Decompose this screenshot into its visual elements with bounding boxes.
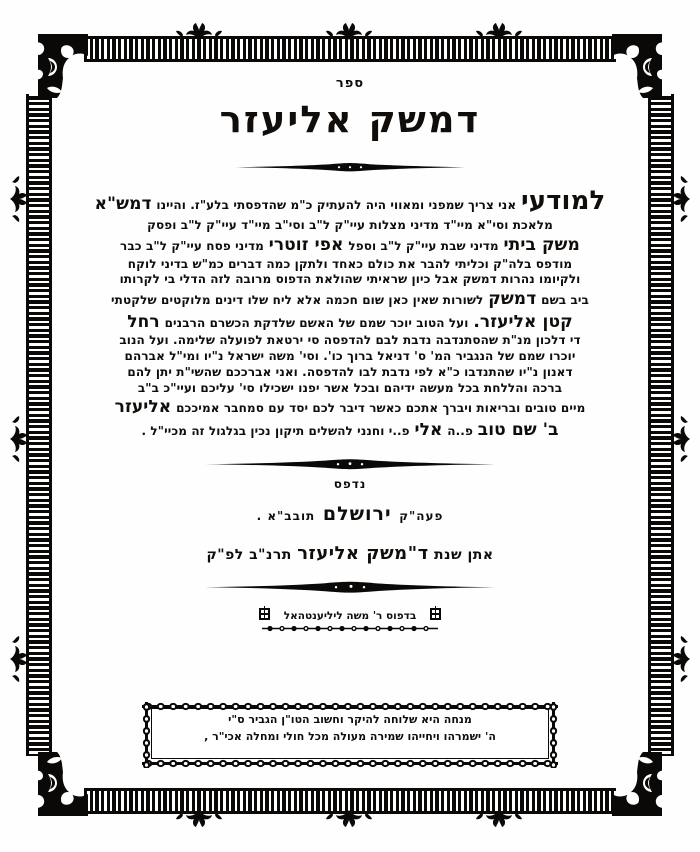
body-line-signature	[66, 419, 634, 441]
divider-tapered-mid	[205, 457, 495, 471]
dedication-line-1: מנחה היא שלוחה להיקר וחשוב הטו"ן הגביר ס"י	[228, 713, 472, 726]
foliate-ornament-icon	[10, 636, 30, 682]
body-text-block	[60, 184, 640, 441]
body-line-text: מדיני שבת עיי"ק ל"ב וספל	[348, 239, 499, 254]
body-line-text: לשורות שאין כאן שום חכמה אלא ליח שלו דינים מלוקטים שלקטתי	[111, 293, 484, 308]
year-value: תרנ"ב לפ"ק	[206, 547, 292, 564]
header-label: ספר	[335, 76, 365, 91]
imprint-city-suffix: תובב"א .	[256, 509, 316, 524]
foliate-ornament-icon	[476, 20, 522, 40]
foliate-ornament-icon	[476, 810, 522, 830]
divider-tapered-top	[235, 160, 465, 174]
chain-divider	[262, 623, 438, 634]
body-line-emphasis: אפי זוטרי	[268, 235, 344, 256]
body-line-text: מיים טובים ובריאות ויברך אתכם כאשר דיבר לכם יסד עם סמחבר אמיככם	[176, 401, 586, 416]
year-prefix: אתן שנת	[434, 547, 494, 564]
imprint-label: נדפס	[333, 477, 367, 492]
imprint-year	[60, 543, 640, 564]
foliate-ornament-icon	[10, 416, 30, 462]
body-line	[66, 311, 634, 333]
foliate-ornament-icon	[326, 810, 372, 830]
foliate-ornament-icon	[670, 416, 690, 462]
dedication-line-2: ה' ישמרהו ויחייהו שמירה מעולה מכל חולי ומחלה אכי"ר ,	[204, 729, 496, 743]
body-line: דאנון נ"יו שהתנדבו כ"א לפי נדבת לבו להדפסה. ואני אברככם שהשי"ת יתן להם	[127, 364, 573, 379]
page-title: דמשק אליעזר	[219, 98, 481, 141]
body-line: מודפס בלה"ק וכליתי להבר את כולם כאחד ולתקן כמה דברים כמ"ש בדיני לוקח	[127, 256, 573, 271]
foliate-ornament-icon	[326, 20, 372, 40]
body-line-text: מדיני פסח עיי"ק ל"ב כבר	[120, 239, 264, 254]
body-line-text: אני צריך שמפני ומאווי היה להעתיק כ"מ שהדפסתי בלע"ז. והיינו	[156, 198, 517, 212]
body-line-text: ביב בשם	[541, 293, 589, 308]
body-line: די דלכון מנ"ת שהסתנדבה נדבת לבם להדפסה סי ירטאת לפועלה שלימה. ועל הנוב	[119, 333, 581, 348]
imprint-city	[60, 503, 640, 525]
printer-name: בדפוס ר' משה ליליענטהאל	[283, 610, 417, 623]
dedication-box	[142, 702, 558, 768]
body-line	[66, 234, 634, 256]
body-line-emphasis: אליעזר	[114, 397, 172, 418]
dedication-text	[156, 712, 544, 745]
body-line	[66, 396, 634, 418]
chain-end-cap-icon	[259, 606, 270, 622]
body-line: מלאכת וסי"א מיי"ד מדיני מצלות עיי"ק ל"ב וסי"ב מיי"ד עיי"ק ל"ב ופסק	[147, 218, 553, 233]
chain-border-right	[549, 702, 558, 768]
body-line-text: פ..י וחנני להשלים תיקון נכין בגלגול זה מכיי"ל .	[141, 423, 410, 438]
chain-border-left	[142, 702, 151, 768]
foliate-ornament-icon	[176, 20, 222, 40]
foliate-ornament-icon	[670, 176, 690, 222]
body-line-emphasis: דמש"א	[94, 194, 152, 214]
year-chronogram: ד"משק אליעזר	[297, 543, 429, 565]
chain-border-bottom	[142, 759, 558, 768]
body-line	[66, 184, 634, 218]
body-line-emphasis: קטן אליעזר.	[473, 311, 573, 332]
foliate-ornament-icon	[176, 810, 222, 830]
printer-imprint-box	[262, 608, 438, 634]
divider-tapered-bottom	[205, 580, 495, 594]
body-line: ברכה והללחת בכל מעשה ידיהם ובכל אשר יפנו ישכילו סי' עליכם ועיי"כ ב"ב	[137, 380, 563, 395]
foliate-ornament-icon	[10, 176, 30, 222]
body-line-text: ועל הטוב יוכר שמם של האשם שלדקת הכשרם הרבנים	[164, 315, 469, 330]
body-line-emphasis: דמשק	[488, 289, 537, 310]
body-line-emphasis: רחל	[127, 311, 160, 332]
page-content	[60, 60, 640, 790]
imprint-city-name: ירושלם	[322, 503, 392, 526]
chain-end-cap-icon	[430, 606, 441, 622]
foliate-ornament-icon	[670, 636, 690, 682]
body-line-text: פ..ה	[447, 423, 473, 438]
signature-name: ב' שם טוב	[477, 419, 559, 440]
imprint-city-prefix: פעה"ק	[399, 509, 444, 524]
body-line-emphasis: משק ביתי	[503, 235, 580, 256]
body-line	[66, 288, 634, 310]
body-line: ולקיומו נהרות דמשק אבל כיון שראיתי שהולאת הדפוס מרובה לזה הדלי בי לקרותו	[119, 272, 581, 287]
body-line: יוכרו שמם של הנגביר המ' ס' דניאל ברוך כו'. וסי' משה ישראל נ"יו ומי"ל אברהם	[124, 348, 576, 363]
signature-name: אלי	[414, 419, 443, 440]
drop-word: למודעי	[520, 186, 606, 216]
chain-border-top	[142, 702, 558, 711]
